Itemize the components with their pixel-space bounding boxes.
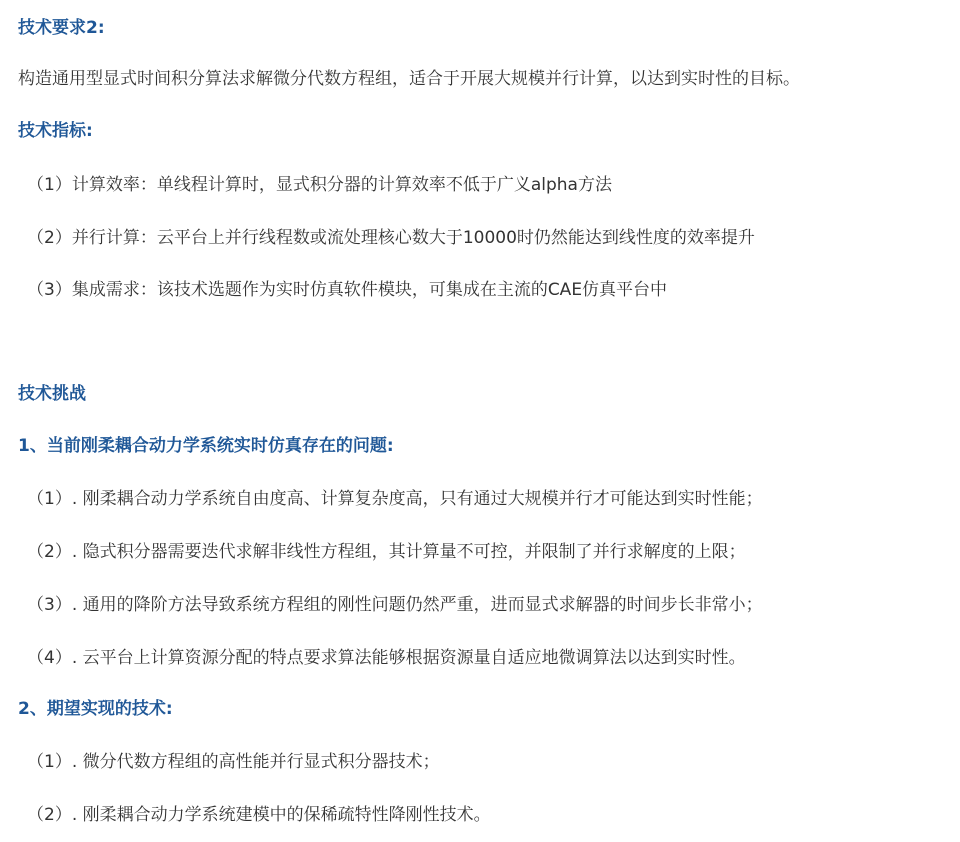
indicator-item-1: （1）计算效率：单线程计算时，显式积分器的计算效率不低于广义alpha方法 (27, 175, 612, 195)
expected-item-2: （2）. 刚柔耦合动力学系统建模中的保稀疏特性降刚性技术。 (27, 805, 491, 825)
indicator-item-3: （3）集成需求：该技术选题作为实时仿真软件模块，可集成在主流的CAE仿真平台中 (27, 280, 668, 300)
indicator-item-2: （2）并行计算：云平台上并行线程数或流处理核心数大于10000时仍然能达到线性度的效率提升 (27, 228, 755, 248)
expected-heading: 2、期望实现的技术: (18, 699, 173, 719)
requirement-text: 构造通用型显式时间积分算法求解微分代数方程组，适合于开展大规模并行计算，以达到实时性的目标。 (18, 69, 800, 89)
problem-item-4: （4）. 云平台上计算资源分配的特点要求算法能够根据资源量自适应地微调算法以达到实时性。 (27, 648, 746, 668)
problem-item-1: （1）. 刚柔耦合动力学系统自由度高、计算复杂度高，只有通过大规模并行才可能达到实时性能； (27, 489, 763, 509)
expected-item-1: （1）. 微分代数方程组的高性能并行显式积分器技术； (27, 752, 440, 772)
indicators-heading: 技术指标: (18, 121, 93, 141)
requirement-heading: 技术要求2: (18, 18, 105, 38)
problems-heading: 1、当前刚柔耦合动力学系统实时仿真存在的问题: (18, 436, 394, 456)
problem-item-3: （3）. 通用的降阶方法导致系统方程组的刚性问题仍然严重，进而显式求解器的时间步长非常小； (27, 595, 763, 615)
problem-item-2: （2）. 隐式积分器需要迭代求解非线性方程组，其计算量不可控，并限制了并行求解度的上限； (27, 542, 746, 562)
challenges-heading: 技术挑战 (18, 384, 86, 404)
